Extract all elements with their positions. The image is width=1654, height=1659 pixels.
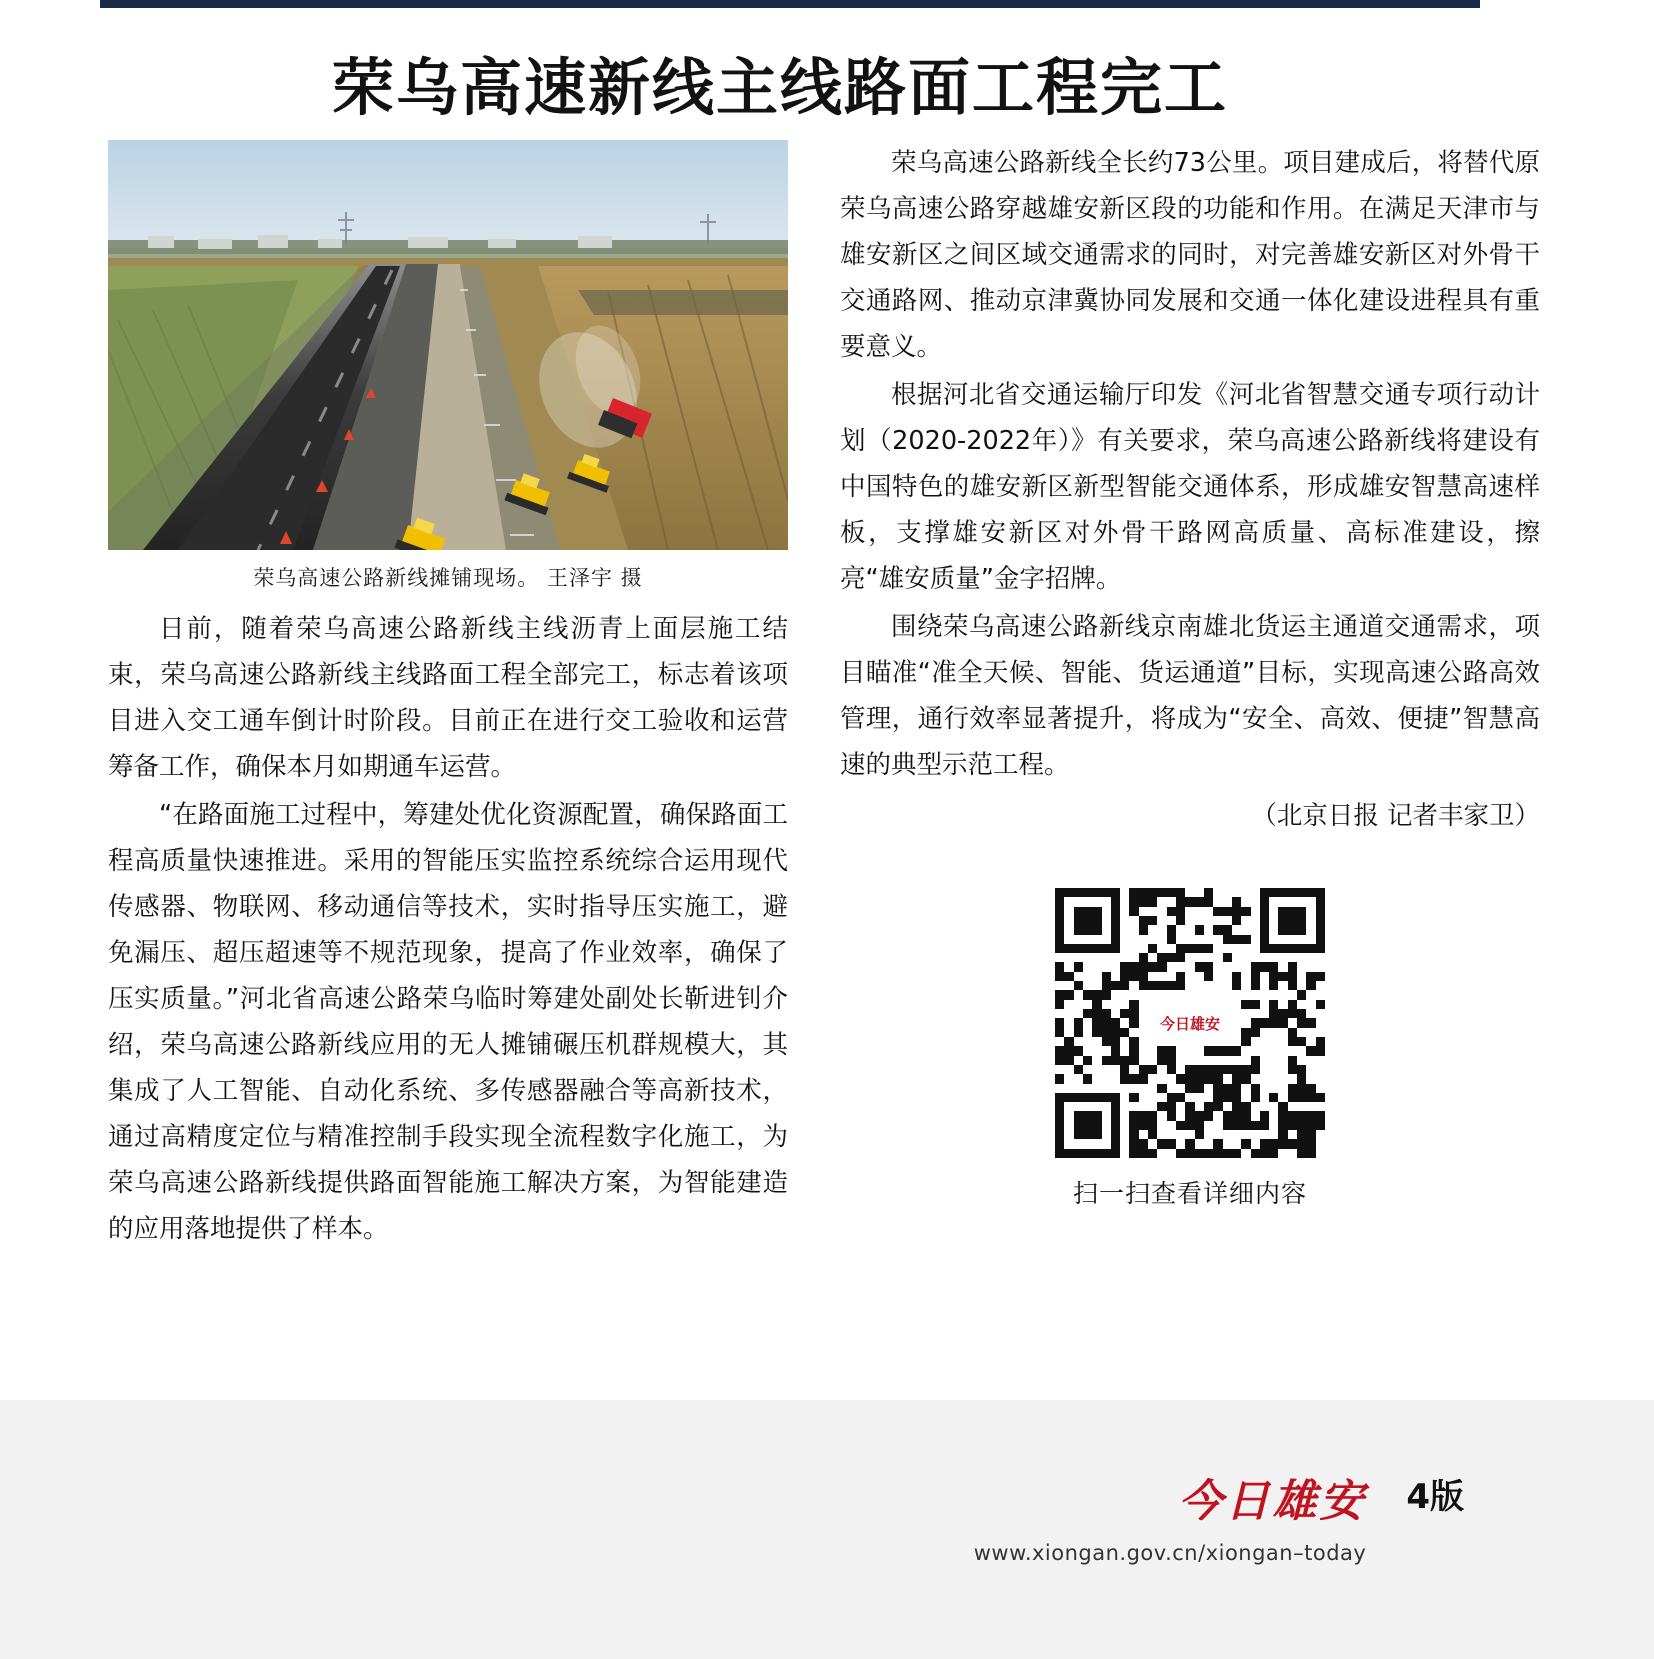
footer-content bbox=[974, 1465, 1464, 1565]
photo-caption: 荣乌高速公路新线摊铺现场。 王泽宇 摄 bbox=[253, 566, 643, 590]
qr-code[interactable] bbox=[1055, 888, 1325, 1158]
brand-name: 今日雄安 bbox=[1178, 1476, 1367, 1527]
highway-paving-aerial-photo bbox=[108, 140, 788, 550]
right-column bbox=[840, 140, 1540, 1210]
article-byline: （北京日报 记者丰家卫） bbox=[1251, 801, 1540, 831]
paragraph: 根据河北省交通运输厅印发《河北省智慧交通专项行动计划（2020-2022年）》有关要求，荣乌高速公路新线将建设有中国特色的雄安新区新型智能交通体系，形成雄安智慧高速样板，支撑雄安新区对外骨干路网高质量、高标准建设，擦亮“雄安质量”金字招牌。 bbox=[840, 380, 1540, 594]
paragraph: 日前，随着荣乌高速公路新线主线沥青上面层施工结束，荣乌高速公路新线主线路面工程全部完工，标志着该项目进入交工通车倒计时阶段。目前正在进行交工验收和运营筹备工作，确保本月如期通车运营。 bbox=[108, 614, 788, 782]
left-body-text bbox=[108, 606, 788, 1252]
qr-section bbox=[840, 888, 1540, 1210]
right-body-text bbox=[840, 140, 1540, 788]
page-number: 4版 bbox=[1406, 1477, 1464, 1517]
top-rule-divider bbox=[100, 0, 1480, 8]
qr-caption: 扫一扫查看详细内容 bbox=[1072, 1179, 1307, 1208]
brand-url[interactable]: www.xiongan.gov.cn/xiongan–today bbox=[973, 1541, 1367, 1565]
page-title: 荣乌高速新线主线路面工程完工 bbox=[331, 51, 1228, 124]
qr-center-logo: 今日雄安 bbox=[1152, 1006, 1228, 1040]
left-column bbox=[108, 140, 788, 1254]
paragraph: “在路面施工过程中，筹建处优化资源配置，确保路面工程高质量快速推进。采用的智能压实监控系统综合运用现代传感器、物联网、移动通信等技术，实时指导压实施工，避免漏压、超压超速等不规范现象，提高了作业效率，确保了压实质量。”河北省高速公路荣乌临时筹建处副处长靳进钊介绍，荣乌高速公路新线应用的无人摊铺碾压机群规模大，其集成了人工智能、自动化系统、多传感器融合等高新技术，通过高精度定位与精准控制手段实现全流程数字化施工，为荣乌高速公路新线提供路面智能施工解决方案，为智能建造的应用落地提供了样本。 bbox=[108, 800, 788, 1244]
brand-block bbox=[974, 1465, 1367, 1565]
paragraph: 荣乌高速公路新线全长约73公里。项目建成后，将替代原荣乌高速公路穿越雄安新区段的功能和作用。在满足天津市与雄安新区之间区域交通需求的同时，对完善雄安新区对外骨干交通路网、推动京津冀协同发展和交通一体化建设进程具有重要意义。 bbox=[840, 148, 1540, 362]
paragraph: 围绕荣乌高速公路新线京南雄北货运主通道交通需求，项目瞄准“准全天候、智能、货运通道”目标，实现高速公路高效管理，通行效率显著提升，将成为“安全、高效、便捷”智慧高速的典型示范工程。 bbox=[840, 612, 1540, 780]
